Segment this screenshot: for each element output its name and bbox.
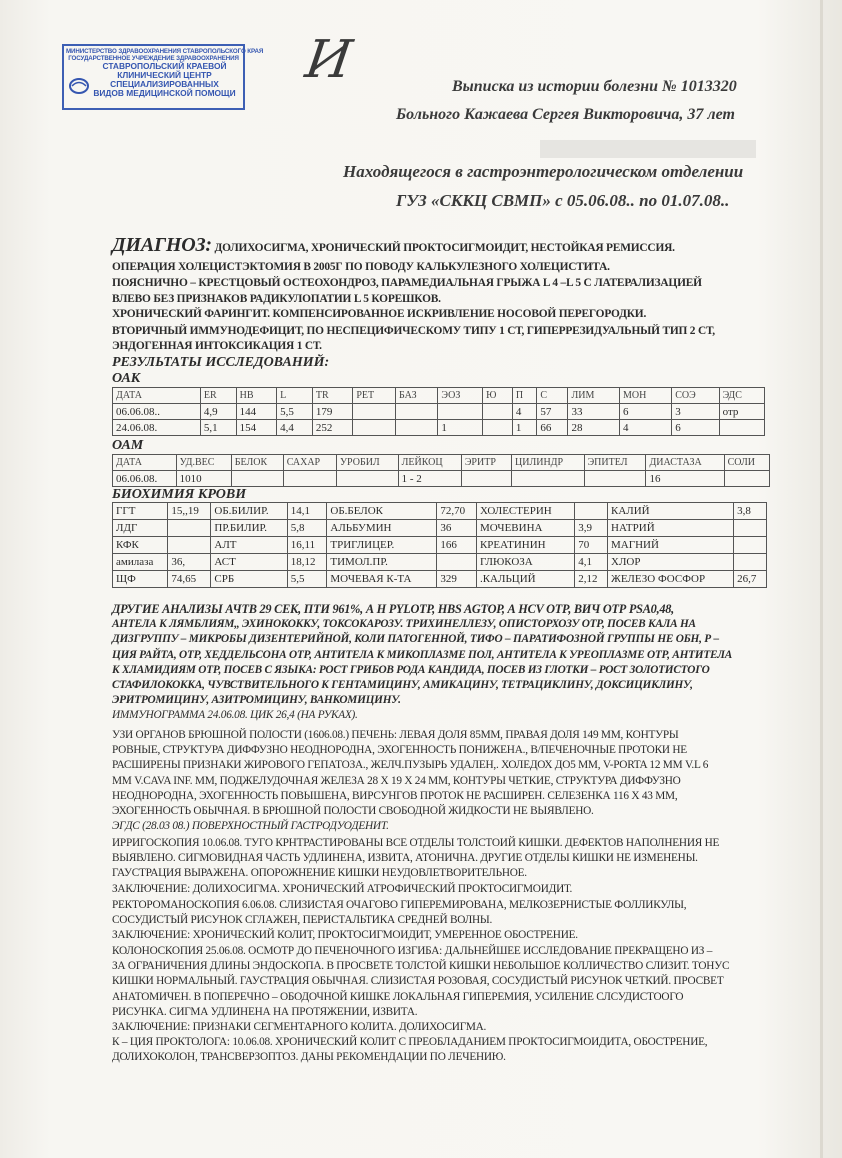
text-line: КИШКИ НОРМАЛЬНЫЙ. ГАУСТРАЦИЯ ОБЫЧНАЯ. СЛИЗИСТАЯ РОЗОВАЯ, СОСУДИСТЫЙ РИСУНОК ЧЕТКИЙ. ПРОСВЕТ (112, 975, 724, 988)
bio-cell: 16,11 (287, 537, 327, 554)
text-line: ЭРИТРОМИЦИНУ, АЗИТРОМИЦИНУ, ВАНКОМИЦИНУ. (112, 694, 401, 707)
oak-cell (719, 420, 764, 436)
bio-cell: ХОЛЕСТЕРИН (476, 503, 574, 520)
oak-header-cell: ДАТА (113, 388, 201, 404)
text-line: К – ЦИЯ ПРОКТОЛОГА: 10.06.08. ХРОНИЧЕСКИЙ КОЛИТ С ПРЕОБЛАДАНИЕМ ПРОКТОСИГМОИДИТА, ОБОСТРЕНИЕ, (112, 1036, 708, 1049)
bio-cell (734, 554, 767, 571)
stamp-line: ГОСУДАРСТВЕННОЕ УЧРЕЖДЕНИЕ ЗДРАВООХРАНЕНИЯ (68, 55, 239, 62)
oak-table (112, 387, 765, 436)
bio-cell: ГЛЮКОЗА (476, 554, 574, 571)
oam-cell: 1010 (176, 471, 231, 487)
bio-cell: АЛЬБУМИН (327, 520, 437, 537)
bio-cell: СРБ (211, 571, 287, 588)
text-line: ДИЗГРУППУ – МИКРОБЫ ДИЗЕНТЕРИЙНОЙ, КОЛИ ПАТОГЕННОЙ, ТИФО – ПАРАТИФОЗНОЙ ГРУППЫ НЕ ОБН, Р – (112, 633, 719, 646)
oam-cell: 1 - 2 (398, 471, 461, 487)
oak-header-cell: СОЭ (672, 388, 719, 404)
document-title: Выписка из истории болезни № 1013320 (452, 78, 737, 95)
bio-cell (437, 554, 477, 571)
bio-title: БИОХИМИЯ КРОВИ (112, 487, 247, 502)
bio-cell: 15,,19 (168, 503, 211, 520)
bio-cell (168, 520, 211, 537)
bio-cell: 14,1 (287, 503, 327, 520)
oak-header-cell: L (277, 388, 313, 404)
oak-title: ОАК (112, 371, 141, 386)
oam-table (112, 454, 770, 487)
bio-table (112, 502, 767, 588)
bio-cell: 4,1 (575, 554, 608, 571)
oam-cell (724, 471, 769, 487)
diagnosis-line: ДИАГНОЗ: ДОЛИХОСИГМА, ХРОНИЧЕСКИЙ ПРОКТОСИГМОИДИТ, НЕСТОЙКАЯ РЕМИССИЯ. (112, 234, 675, 256)
text-line: РОВНЫЕ, СТРУКТУРА ДИФФУЗНО НЕОДНОРОДНА, ЭХОГЕННОСТЬ ПОНИЖЕНА., В/ПЕЧЕНОЧНЫЕ ПРОТОКИ НЕ (112, 744, 687, 757)
bio-cell: АСТ (211, 554, 287, 571)
diagnosis-label: ДИАГНОЗ: (112, 234, 212, 256)
text-line: УЗИ ОРГАНОВ БРЮШНОЙ ПОЛОСТИ (1606.08.) ПЕЧЕНЬ: ЛЕВАЯ ДОЛЯ 85ММ, ПРАВАЯ ДОЛЯ 149 ММ, КОНТУРЫ (112, 729, 679, 741)
oam-cell (336, 471, 398, 487)
bio-cell: КАЛИЙ (608, 503, 734, 520)
oam-cell: 06.06.08. (113, 471, 177, 487)
text-line: ЗАКЛЮЧЕНИЕ: ДОЛИХОСИГМА. ХРОНИЧЕСКИЙ АТРОФИЧЕСКИЙ ПРОКТОСИГМОИДИТ. (112, 882, 573, 895)
oam-header-cell: ЭПИТЕЛ (584, 455, 646, 471)
oam-header-cell: СОЛИ (724, 455, 769, 471)
text-line: ЭГДС (28.03 08.) ПОВЕРХНОСТНЫЙ ГАСТРОДУОДЕНИТ. (112, 820, 389, 833)
diagnosis-line: ЭНДОГЕННАЯ ИНТОКСИКАЦИЯ 1 СТ. (112, 340, 322, 352)
bio-cell: 26,7 (734, 571, 767, 588)
text-line: НЕОДНОРОДНА, ЭХОГЕННОСТЬ ПОВЫШЕНА, ВИРСУНГОВ ПРОТОК НЕ РАСШИРЕН. СЕЛЕЗЕНКА 116 Х 43 ММ, (112, 789, 678, 802)
results-title: РЕЗУЛЬТАТЫ ИССЛЕДОВАНИЙ: (112, 355, 330, 370)
bio-cell: ЖЕЛЕЗО ФОСФОР (608, 571, 734, 588)
oam-cell: 16 (646, 471, 724, 487)
oam-header-cell: ДИАСТАЗА (646, 455, 724, 471)
bio-cell (575, 503, 608, 520)
bio-cell: АЛТ (211, 537, 287, 554)
diagnosis-line: ОПЕРАЦИЯ ХОЛЕЦИСТЭКТОМИЯ В 2005Г ПО ПОВОДУ КАЛЬКУЛЕЗНОГО ХОЛЕЦИСТИТА. (112, 261, 610, 273)
oak-cell (396, 420, 438, 436)
text-line: ММ V.CAVA INF. ММ, ПОДЖЕЛУДОЧНАЯ ЖЕЛЕЗА 28 Х 19 Х 24 ММ, КОНТУРЫ ЧЕТКИЕ, СТРУКТУРА ДИФФУЗНО (112, 774, 681, 787)
oam-header-cell: ЛЕЙКОЦ (398, 455, 461, 471)
oak-cell: 5,5 (277, 404, 313, 420)
irrigoscopy-section (112, 836, 762, 897)
oak-header-cell: РЕТ (353, 388, 396, 404)
stamp-line: МИНИСТЕРСТВО ЗДРАВООХРАНЕНИЯ СТАВРОПОЛЬСКОГО КРАЯ (66, 48, 264, 55)
oak-cell: 1 (512, 420, 537, 436)
oak-cell: 4 (512, 404, 537, 420)
text-line: РИСУНКА. СИГМА УДЛИНЕНА НА ПРОТЯЖЕНИИ, ИЗВИТА. (112, 1005, 418, 1018)
oak-header-cell: HB (236, 388, 276, 404)
bio-cell: 36 (437, 520, 477, 537)
bio-cell: 5,5 (287, 571, 327, 588)
oak-cell: 66 (537, 420, 568, 436)
oam-cell (283, 471, 336, 487)
bio-cell: ЩФ (113, 571, 168, 588)
bio-cell: ТИМОЛ.ПР. (327, 554, 437, 571)
bio-cell (168, 537, 211, 554)
oam-cell (512, 471, 585, 487)
oak-cell: 4,9 (200, 404, 236, 420)
oam-header-cell: ДАТА (113, 455, 177, 471)
ultrasound-section (112, 728, 762, 834)
oak-header-cell: Ю (483, 388, 513, 404)
oak-cell: 154 (236, 420, 276, 436)
text-line: СТАФИЛОКОККА, ЧУВСТВИТЕЛЬНОГО К ГЕНТАМИЦИНУ, АМИКАЦИНУ, ТЕТРАЦИКЛИНУ, ДОКСИЦИКЛИНУ, (112, 679, 693, 692)
oam-header-cell: САХАР (283, 455, 336, 471)
oam-title: ОАМ (112, 438, 144, 453)
bio-cell: МАГНИЙ (608, 537, 734, 554)
oak-cell: 179 (312, 404, 352, 420)
stamp-logo-icon (68, 77, 90, 95)
oak-header-cell: С (537, 388, 568, 404)
oak-cell (438, 404, 483, 420)
stamp-line: СТАВРОПОЛЬСКИЙ КРАЕВОЙ (102, 61, 227, 71)
bio-cell: 5,8 (287, 520, 327, 537)
text-line: ВЫЯВЛЕНО. СИГМОВИДНАЯ ЧАСТЬ УДЛИНЕНА, ИЗВИТА, АТОНИЧНА. ДРУГИЕ ОТДЕЛЫ КИШКИ НЕ ИЗМЕНЕНЫ. (112, 852, 698, 865)
text-line: ЦИЯ РАЙТА, ОТР, ХЕДДЕЛЬСОНА ОТР, АНТИТЕЛА К МИКОПЛАЗМЕ ПОЛ, АНТИТЕЛА К УРЕОПЛАЗМЕ ОТР, АНТИТЕЛА (112, 648, 733, 661)
text-line: РЕКТОРОМАНОСКОПИЯ 6.06.08. СЛИЗИСТАЯ ОЧАГОВО ГИПЕРЕМИРОВАНА, МЕЛКОЗЕРНИСТЫЕ ФОЛЛИКУЛЫ, (112, 899, 687, 911)
oam-header-cell: БЕЛОК (231, 455, 283, 471)
institution-stamp (62, 44, 264, 110)
oak-header-cell: ЭОЗ (438, 388, 483, 404)
text-line: ЭХОГЕННОСТЬ ОБЫЧНАЯ. В БРЮШНОЙ ПОЛОСТИ СВОБОДНОЙ ЖИДКОСТИ НЕ ВЫЯВЛЕНО. (112, 805, 594, 818)
bio-cell: 70 (575, 537, 608, 554)
oak-cell: 4 (619, 420, 671, 436)
oak-cell: отр (719, 404, 764, 420)
bio-cell: ГГТ (113, 503, 168, 520)
text-line: СОСУДИСТЫЙ РИСУНОК СГЛАЖЕН, ПЕРИСТАЛЬТИКА СРЕДНЕЙ ВОЛНЫ. (112, 914, 493, 927)
text-line: ДОЛИХОКОЛОН, ТРАНСВЕРЗОПТОЗ. ДАНЫ РЕКОМЕНДАЦИИ ПО ЛЕЧЕНИЮ. (112, 1051, 506, 1064)
text-line: АНАТОМИЧЕН. В ПОПЕРЕЧНО – ОБОДОЧНОЙ КИШКЕ ЛОКАЛЬНАЯ ГИПЕРЕМИЯ, УСИЛЕНИЕ СЛСУДИСТООГО (112, 990, 684, 1003)
bio-cell: .КАЛЬЦИЙ (476, 571, 574, 588)
oak-header-cell: ER (200, 388, 236, 404)
oam-cell (231, 471, 283, 487)
bio-row (113, 503, 767, 520)
text-line: ИРРИГОСКОПИЯ 10.06.08. ТУГО КРНТРАСТИРОВАНЫ ВСЕ ОТДЕЛЫ ТОЛСТОИЙ КИШКИ. ДЕФЕКТОВ НАПОЛНЕНИЯ НЕ (112, 837, 720, 849)
oam-cell (461, 471, 511, 487)
oak-cell: 5,1 (200, 420, 236, 436)
text-line: ГАУСТРАЦИЯ ВЫРАЖЕНА. ОПОРОЖНЕНИЕ КИШКИ НЕУДОВЛЕТВОРИТЕЛЬНОЕ. (112, 867, 527, 880)
bio-cell: 166 (437, 537, 477, 554)
oak-cell: 24.06.08. (113, 420, 201, 436)
diagnosis-line: ВЛЕВО БЕЗ ПРИЗНАКОВ РАДИКУЛОПАТИИ L 5 КОРЕШКОВ. (112, 293, 441, 305)
oak-cell (483, 420, 513, 436)
other-analyses (112, 602, 762, 724)
bio-cell: КРЕАТИНИН (476, 537, 574, 554)
bio-row (113, 554, 767, 571)
oam-header-cell: УРОБИЛ (336, 455, 398, 471)
oak-cell: 6 (672, 420, 719, 436)
oam-header-cell: ЭРИТР (461, 455, 511, 471)
oak-cell: 28 (568, 420, 620, 436)
stamp-line: ВИДОВ МЕДИЦИНСКОЙ ПОМОЩИ (93, 88, 236, 98)
bio-cell: ОБ.БЕЛОК (327, 503, 437, 520)
oak-header-cell: МОН (619, 388, 671, 404)
bio-cell: МОЧЕВАЯ К-ТА (327, 571, 437, 588)
patient-name: Больного Кажаева Сергея Викторовича, 37 лет (396, 106, 735, 123)
text-line: КОЛОНОСКОПИЯ 25.06.08. ОСМОТР ДО ПЕЧЕНОЧНОГО ИЗГИБА: ДАЛЬНЕЙШЕЕ ИССЛЕДОВАНИЕ ПРЕКРАЩЕНО ИЗ – (112, 945, 713, 957)
bio-cell: 329 (437, 571, 477, 588)
oak-header-cell: П (512, 388, 537, 404)
oam-header-cell: УД.ВЕС (176, 455, 231, 471)
text-line: ЗА ОГРАНИЧЕНИЯ ДЛИНЫ ЭНДОСКОПА. В ПРОСВЕТЕ ТОЛСТОЙ КИШКИ НЕБОЛЬШОЕ КОЛЛИЧЕСТВО СЛИЗИТ. ТОНУС (112, 960, 730, 973)
bio-cell: 3,8 (734, 503, 767, 520)
oak-header-cell: БАЗ (396, 388, 438, 404)
oak-cell (483, 404, 513, 420)
oak-header-cell: ЛИМ (568, 388, 620, 404)
oak-cell (353, 420, 396, 436)
bio-cell: ОБ.БИЛИР. (211, 503, 287, 520)
oak-cell: 33 (568, 404, 620, 420)
oak-cell: 1 (438, 420, 483, 436)
oak-cell: 3 (672, 404, 719, 420)
bio-cell: ТРИГЛИЦЕР. (327, 537, 437, 554)
paper-fold (820, 0, 823, 1158)
oak-cell: 6 (619, 404, 671, 420)
text-line: ЗАКЛЮЧЕНИЕ: ХРОНИЧЕСКИЙ КОЛИТ, ПРОКТОСИГМОИДИТ, УМЕРЕННОЕ ОБОСТРЕНИЕ. (112, 929, 578, 942)
text-line: АНТЕЛА К ЛЯМБЛИЯМ,, ЭХИНОКОККУ, ТОКСОКАРОЗУ. ТРИХИНЕЛЛЕЗУ, ОПИСТОРХОЗУ ОТР, ПОСЕВ КАЛА НА (112, 618, 696, 631)
bio-cell: ПР.БИЛИР. (211, 520, 287, 537)
oam-cell (584, 471, 646, 487)
bio-cell: 74,65 (168, 571, 211, 588)
stamp-line: СПЕЦИАЛИЗИРОВАННЫХ (110, 79, 219, 89)
bio-cell: ЛДГ (113, 520, 168, 537)
diagnosis-line: ВТОРИЧНЫЙ ИММУНОДЕФИЦИТ, ПО НЕСПЕЦИФИЧЕСКОМУ ТИПУ 1 СТ, ГИПЕРРЕЗИДУАЛЬНЫЙ ТИП 2 СТ, (112, 325, 715, 337)
bio-row (113, 520, 767, 537)
oak-cell: 57 (537, 404, 568, 420)
oak-cell (353, 404, 396, 420)
oak-cell: 252 (312, 420, 352, 436)
bio-cell: МОЧЕВИНА (476, 520, 574, 537)
bio-cell: 36, (168, 554, 211, 571)
bio-cell (734, 537, 767, 554)
diagnosis-line: ХРОНИЧЕСКИЙ ФАРИНГИТ. КОМПЕНСИРОВАННОЕ ИСКРИВЛЕНИЕ НОСОВОЙ ПЕРЕГОРОДКИ. (112, 308, 647, 320)
stamp-line: КЛИНИЧЕСКИЙ ЦЕНТР (117, 70, 212, 80)
oak-cell (396, 404, 438, 420)
oam-header-cell: ЦИЛИНДР (512, 455, 585, 471)
department-line: Находящегося в гастроэнтерологическом отделении (343, 162, 744, 181)
bio-cell: КФК (113, 537, 168, 554)
text-line: ИММУНОГРАММА 24.06.08. ЦИК 26,4 (НА РУКАХ). (112, 709, 358, 722)
bio-cell (734, 520, 767, 537)
bio-cell: НАТРИЙ (608, 520, 734, 537)
oak-cell: 144 (236, 404, 276, 420)
text-line: ЗАКЛЮЧЕНИЕ: ПРИЗНАКИ СЕГМЕНТАРНОГО КОЛИТА. ДОЛИХОСИГМА. (112, 1021, 487, 1034)
redacted-area (540, 140, 756, 158)
bio-row (113, 537, 767, 554)
diagnosis-line: ПОЯСНИЧНО – КРЕСТЦОВЫЙ ОСТЕОХОНДРОЗ, ПАРАМЕДИАЛЬНАЯ ГРЫЖА L 4 –L 5 С ЛАТЕРАЛИЗАЦИЕЙ (112, 277, 702, 289)
oak-header-cell: ЭДС (719, 388, 764, 404)
bio-row (113, 571, 767, 588)
colonoscopy-section (112, 944, 762, 1066)
hospital-line: ГУЗ «СККЦ СВМП» с 05.06.08.. по 01.07.08.. (396, 191, 730, 210)
oak-header-cell: TR (312, 388, 352, 404)
text-line: ДРУГИЕ АНАЛИЗЫ АЧТВ 29 СЕК, ПТИ 961%, А H PYLOTP, HBS AGTOP, А HCV ОТР, ВИЧ ОТР PSA0,48, (112, 602, 675, 616)
text-line: РАСШИРЕНЫ ПРИЗНАКИ ЖИРОВОГО ГЕПАТОЗА., ЖЕЛЧ.ПУЗЫРЬ УДАЛЕН,. ХОЛЕДОХ ДО5 ММ, V-PORTA 12 ММ V.L 6 (112, 759, 709, 772)
handwritten-mark: И (301, 30, 356, 90)
oak-cell: 4,4 (277, 420, 313, 436)
bio-cell: 3,9 (575, 520, 608, 537)
text-line: К ХЛАМИДИЯМ ОТР, ПОСЕВ С ЯЗЫКА: РОСТ ГРИБОВ РОДА КАНДИДА, ПОСЕВ ИЗ ГЛОТКИ – РОСТ ЗОЛОТИСТОГО (112, 663, 710, 676)
bio-cell: 72,70 (437, 503, 477, 520)
bio-cell: 2,12 (575, 571, 608, 588)
bio-cell: ХЛОР (608, 554, 734, 571)
bio-cell: 18,12 (287, 554, 327, 571)
oak-cell: 06.06.08.. (113, 404, 201, 420)
bio-cell: амилаза (113, 554, 168, 571)
rectoscopy-section (112, 898, 762, 944)
